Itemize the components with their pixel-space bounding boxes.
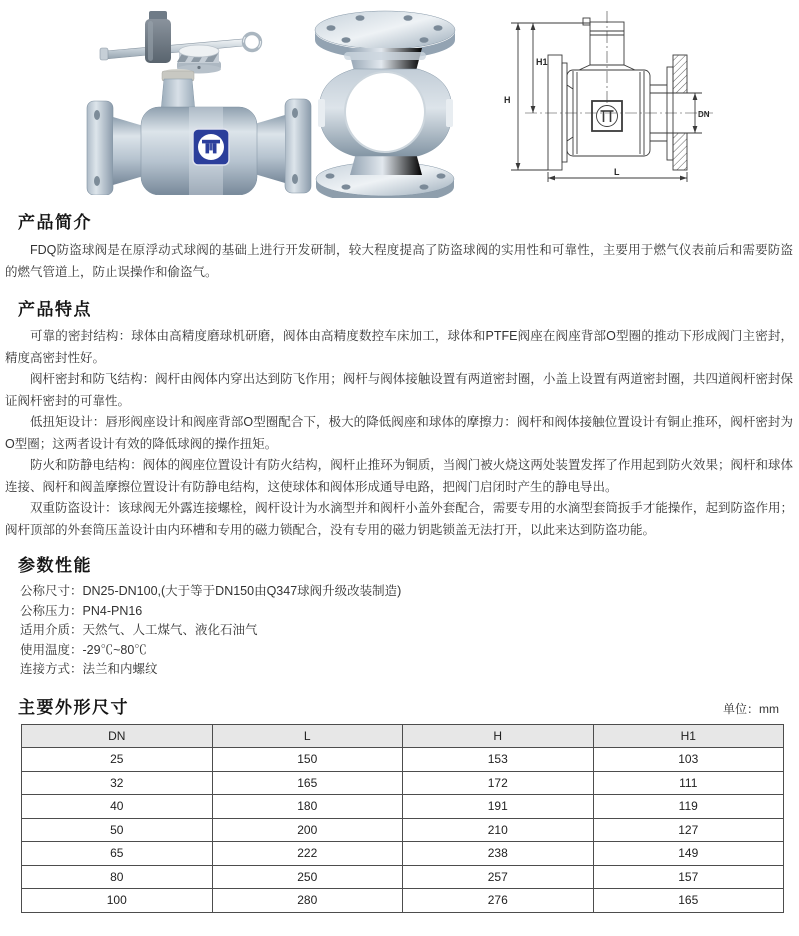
unit-label: 单位：mm: [723, 701, 779, 716]
table-cell: 25: [22, 748, 213, 772]
table-cell: 257: [403, 865, 594, 889]
valve-photo-side: [85, 5, 315, 195]
table-cell: 180: [212, 795, 403, 819]
table-row: [22, 889, 784, 913]
section-title-intro: 产品简介: [18, 213, 92, 232]
valve-dimension-drawing-image: [495, 5, 737, 191]
dimensions-table-head-row: [22, 724, 784, 748]
feature-paragraph: 可靠的密封结构：球体由高精度磨球机研磨，阀体由高精度数控车床加工，球体和PTFE阀座在阀座背部O型圈的推动下形成阀门主密封，精度高密封性好。: [5, 329, 793, 365]
table-cell: 32: [22, 771, 213, 795]
section-features: [0, 300, 799, 541]
table-cell: 65: [22, 842, 213, 866]
section-dimensions: [0, 698, 799, 913]
product-images: [0, 0, 799, 200]
table-cell: 100: [22, 889, 213, 913]
table-row: [22, 748, 784, 772]
table-cell: 150: [212, 748, 403, 772]
table-cell: 165: [212, 771, 403, 795]
dimensions-table-body: [22, 748, 784, 913]
table-cell: 200: [212, 818, 403, 842]
table-cell: 80: [22, 865, 213, 889]
section-title-params: 参数性能: [18, 556, 92, 575]
table-cell: 40: [22, 795, 213, 819]
feature-paragraph: 阀杆密封和防飞结构：阀杆由阀体内穿出达到防飞作用；阀杆与阀体接触设置有两道密封圈，小盖上设置有两道密封圈，共四道阀杆密封保证阀杆密封的可靠性。: [5, 372, 793, 408]
table-cell: 50: [22, 818, 213, 842]
column-header-h: H: [403, 724, 594, 748]
column-header-dn: DN: [22, 724, 213, 748]
valve-body-vertical: [315, 11, 455, 198]
table-cell: 127: [593, 818, 784, 842]
column-header-l: L: [212, 724, 403, 748]
param-medium: 适用介质：天然气、人工煤气、液化石油气: [20, 623, 258, 637]
column-header-h1: H1: [593, 724, 784, 748]
brand-logo: [193, 129, 229, 165]
table-cell: 280: [212, 889, 403, 913]
lock-cap: [177, 45, 221, 74]
dimensions-table: [21, 724, 784, 913]
table-cell: 153: [403, 748, 594, 772]
feature-paragraph: 防火和防静电结构：阀体的阀座位置设计有防火结构，阀杆止推环为铜质，当阀门被火烧这两处装置发挥了作用起到防火效果；阀杆和球体连接、阀杆和阀盖摩擦位置设计有防静电结构，这使球体和阀体形成通导电路，把阀门启闭时产生的静电导出。: [5, 458, 793, 494]
table-cell: 165: [593, 889, 784, 913]
intro-paragraph: FDQ防盗球阀是在原浮动式球阀的基础上进行开发研制，较大程度提高了防盗球阀的实用性和可靠性，主要用于燃气仪表前后和需要防盗的燃气管道上，防止误操作和偷盗气。: [5, 243, 793, 279]
table-cell: 276: [403, 889, 594, 913]
section-params: [0, 556, 799, 680]
dim-label-h1: H1: [536, 57, 548, 67]
table-cell: 172: [403, 771, 594, 795]
table-cell: 119: [593, 795, 784, 819]
feature-paragraph: 低扭矩设计：唇形阀座设计和阀座背部O型圈配合下，极大的降低阀座和球体的摩擦力：阀杆和阀体接触位置设计有铜止推环，阀杆密封为O型圈；这两者设计有效的降低球阀的操作扭矩。: [5, 415, 793, 451]
table-row: [22, 818, 784, 842]
valve-vertical-render-image: [298, 3, 474, 198]
param-nominal-pressure: 公称压力：PN4-PN16: [20, 603, 143, 618]
table-row: [22, 865, 784, 889]
table-row: [22, 771, 784, 795]
dim-label-dn: DN: [698, 110, 710, 119]
param-temperature: 使用温度：-29℃~80℃: [20, 642, 147, 657]
left-flange-outline: [548, 55, 562, 170]
section-title-dimensions: 主要外形尺寸: [18, 697, 129, 717]
valve-body-side: [87, 69, 311, 195]
param-nominal-size: 公称尺寸：DN25-DN100,(大于等于DN150由Q347球阀升级改装制造): [20, 584, 402, 598]
table-cell: 222: [212, 842, 403, 866]
table-cell: 157: [593, 865, 784, 889]
table-cell: 149: [593, 842, 784, 866]
table-cell: 191: [403, 795, 594, 819]
table-row: [22, 842, 784, 866]
table-row: [22, 795, 784, 819]
valve-side-render-image: [85, 5, 315, 195]
param-connection: 连接方式：法兰和内螺纹: [20, 662, 158, 676]
section-title-features: 产品特点: [18, 300, 92, 319]
section-intro: [0, 213, 799, 283]
table-cell: 210: [403, 818, 594, 842]
table-cell: 238: [403, 842, 594, 866]
valve-photo-vertical: [298, 3, 474, 198]
dim-label-l: L: [614, 167, 620, 177]
table-cell: 111: [593, 771, 784, 795]
dim-label-h: H: [504, 95, 511, 105]
feature-paragraph: 双重防盗设计：该球阀无外露连接螺栓，阀杆设计为水滴型并和阀杆小盖外套配合，需要专用的水滴型套筒扳手才能操作，起到防盗作用；阀杆顶部的外套筒压盖设计由内环槽和专用的磁力锁配合，没有专用的磁力钥匙锁盖无法打开，以此来达到防盗功能。: [5, 501, 793, 537]
valve-dimension-drawing: [495, 5, 737, 191]
table-cell: 250: [212, 865, 403, 889]
table-cell: 103: [593, 748, 784, 772]
